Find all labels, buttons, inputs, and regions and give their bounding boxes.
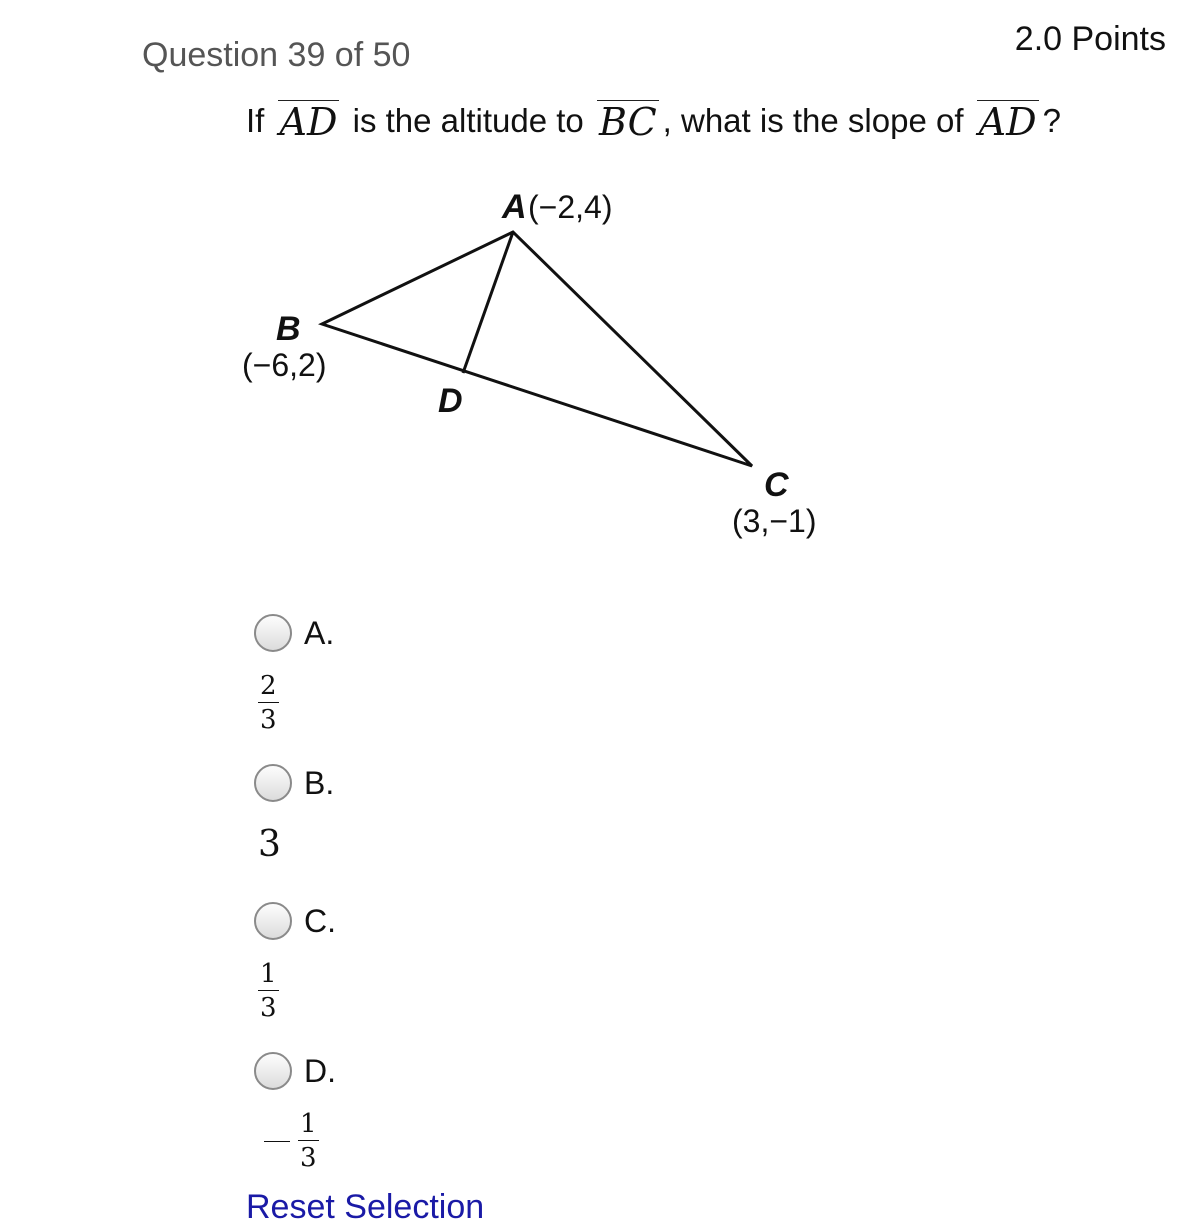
vertex-d-label: D [438, 382, 463, 420]
option-a-fraction [258, 672, 279, 734]
fraction-bar [258, 702, 279, 703]
option-d-numerator: 1 [300, 1109, 317, 1139]
option-a-value [258, 672, 279, 734]
option-c[interactable] [254, 902, 336, 940]
option-a-radio[interactable] [254, 614, 292, 652]
segment-bc: BC [598, 100, 657, 144]
question-end: ? [1042, 102, 1061, 139]
option-b-radio[interactable] [254, 764, 292, 802]
triangle-diagram [200, 180, 860, 550]
option-c-fraction [258, 960, 279, 1022]
question-suffix: , what is the slope of [662, 102, 964, 139]
fraction-bar [258, 990, 279, 991]
option-d[interactable] [254, 1052, 336, 1090]
option-d-sign [264, 1141, 290, 1142]
option-d-negative-fraction [264, 1110, 319, 1172]
option-d-fraction [298, 1110, 319, 1172]
option-d-denominator: 3 [300, 1143, 317, 1173]
vertex-b-coord: (−6,2) [242, 347, 327, 383]
option-d-radio[interactable] [254, 1052, 292, 1090]
segment-ad-1: AD [279, 100, 338, 144]
option-b-value: 3 [258, 824, 281, 865]
vertex-b-label: B [276, 310, 301, 348]
triangle-abc [322, 232, 752, 466]
question-prefix: If [246, 102, 265, 139]
vertex-c-label: C [764, 466, 789, 504]
question-text [246, 100, 1061, 144]
option-c-denominator: 3 [260, 993, 277, 1023]
option-b-letter: B. [304, 764, 335, 801]
option-c-letter: C. [304, 902, 336, 939]
option-d-value [264, 1110, 319, 1172]
vertex-c-coord: (3,−1) [732, 503, 817, 539]
vertex-a-coord: (−2,4) [528, 189, 613, 225]
option-c-numerator: 1 [260, 959, 277, 989]
fraction-bar [298, 1140, 319, 1141]
question-middle: is the altitude to [352, 102, 584, 139]
option-a-numerator: 2 [260, 671, 277, 701]
question-points: 2.0 Points [1014, 20, 1166, 58]
vertex-a-label: A [502, 188, 527, 226]
question-counter: Question 39 of 50 [142, 36, 411, 74]
segment-ad-2: AD [978, 100, 1037, 144]
option-c-radio[interactable] [254, 902, 292, 940]
option-b[interactable] [254, 764, 334, 802]
option-c-value [258, 960, 279, 1022]
reset-selection-link[interactable]: Reset Selection [246, 1188, 485, 1226]
triangle-figure [200, 180, 860, 550]
option-a-letter: A. [304, 614, 335, 651]
option-d-letter: D. [304, 1052, 336, 1089]
option-a-denominator: 3 [260, 705, 277, 735]
option-a[interactable] [254, 614, 334, 652]
